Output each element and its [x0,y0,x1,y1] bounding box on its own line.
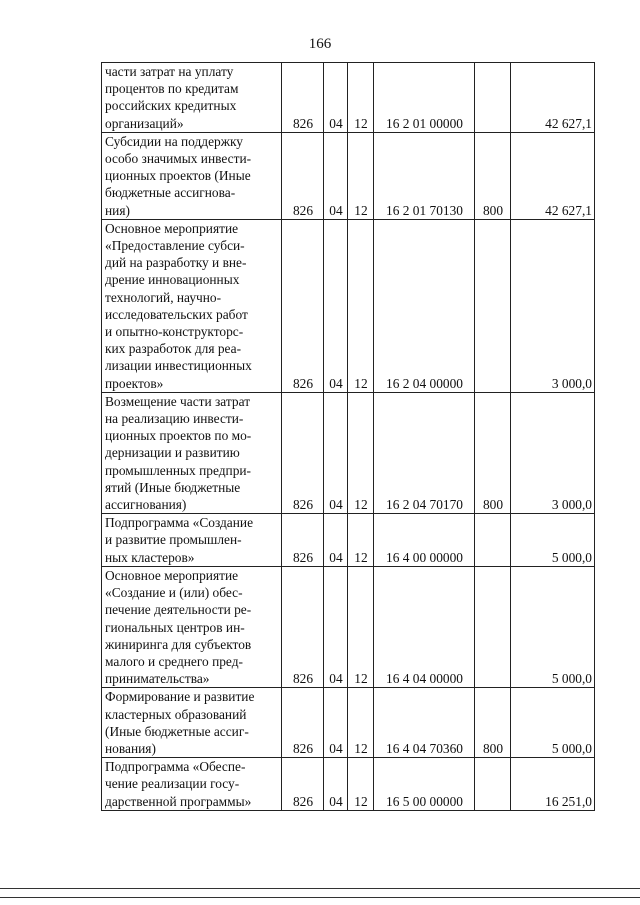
row-ministry-code: 826 [282,63,324,133]
row-target-article: 16 2 04 70170 [374,392,475,513]
row-section: 04 [324,758,348,811]
row-name-text: Подпрограмма «Создание и развитие промышлен- ных кластеров» [105,515,254,565]
budget-table [101,62,595,811]
row-subsection: 12 [348,566,374,687]
row-expense-type [475,566,511,687]
table-row [102,514,595,567]
row-target-article: 16 4 04 70360 [374,688,475,758]
row-ministry-code: 826 [282,688,324,758]
row-ministry-code: 826 [282,219,324,392]
row-amount: 5 000,0 [511,514,595,567]
row-name [102,688,282,758]
row-name [102,758,282,811]
row-section: 04 [324,219,348,392]
row-section: 04 [324,132,348,219]
row-section: 04 [324,392,348,513]
row-amount: 42 627,1 [511,63,595,133]
table-row [102,688,595,758]
row-section: 04 [324,566,348,687]
row-amount: 42 627,1 [511,132,595,219]
bottom-rule-secondary [0,897,640,898]
row-subsection: 12 [348,688,374,758]
row-expense-type: 800 [475,392,511,513]
row-target-article: 16 2 01 00000 [374,63,475,133]
row-section: 04 [324,63,348,133]
row-target-article: 16 5 00 00000 [374,758,475,811]
row-expense-type [475,63,511,133]
row-amount: 5 000,0 [511,566,595,687]
row-subsection: 12 [348,514,374,567]
row-amount: 3 000,0 [511,392,595,513]
table-row [102,219,595,392]
row-expense-type: 800 [475,688,511,758]
row-target-article: 16 4 00 00000 [374,514,475,567]
row-expense-type: 800 [475,132,511,219]
table-row [102,566,595,687]
row-section: 04 [324,514,348,567]
row-name-text: части затрат на уплату процентов по кредитам российских кредитных организаций» [105,64,239,131]
table-row [102,63,595,133]
row-amount: 16 251,0 [511,758,595,811]
row-name-text: Основное мероприятие «Создание и (или) обес- печение деятельности ре- гиональных центров ин- жиниринга для субъектов малого и среднего пред- принимательства» [105,567,252,687]
bottom-rule [0,888,640,889]
row-amount: 5 000,0 [511,688,595,758]
row-subsection: 12 [348,132,374,219]
row-ministry-code: 826 [282,514,324,567]
table-row [102,132,595,219]
row-ministry-code: 826 [282,132,324,219]
row-subsection: 12 [348,63,374,133]
row-expense-type [475,219,511,392]
table-row [102,758,595,811]
row-name [102,566,282,687]
row-name-text: Формирование и развитие кластерных образований (Иные бюджетные ассиг- нования) [105,689,255,756]
row-name-text: Возмещение части затрат на реализацию инвести- ционных проектов по мо- дернизации и развитию промышленных предпри- ятий (Иные бюджетные ассигнования) [105,393,252,513]
page-number: 166 [308,36,332,52]
row-target-article: 16 4 04 00000 [374,566,475,687]
row-name-text: Субсидии на поддержку особо значимых инвести- ционных проектов (Иные бюджетные ассигнова- ния) [105,133,252,218]
row-section: 04 [324,688,348,758]
row-name [102,514,282,567]
row-subsection: 12 [348,392,374,513]
row-subsection: 12 [348,219,374,392]
row-ministry-code: 826 [282,758,324,811]
row-target-article: 16 2 04 00000 [374,219,475,392]
table-row [102,392,595,513]
row-name [102,219,282,392]
row-subsection: 12 [348,758,374,811]
row-target-article: 16 2 01 70130 [374,132,475,219]
row-expense-type [475,758,511,811]
row-ministry-code: 826 [282,392,324,513]
row-name [102,132,282,219]
row-expense-type [475,514,511,567]
budget-table-body [102,63,595,811]
row-amount: 3 000,0 [511,219,595,392]
row-name-text: Основное мероприятие «Предоставление субси- дий на разработку и вне- дрение инновационных технологий, научно- исследовательских работ и опытно-конструкторс- ких разработок для реа- лизации инвестиционных проектов» [105,220,252,391]
row-ministry-code: 826 [282,566,324,687]
row-name-text: Подпрограмма «Обеспе- чение реализации госу- дарственной программы» [105,759,252,809]
row-name [102,63,282,133]
row-name [102,392,282,513]
